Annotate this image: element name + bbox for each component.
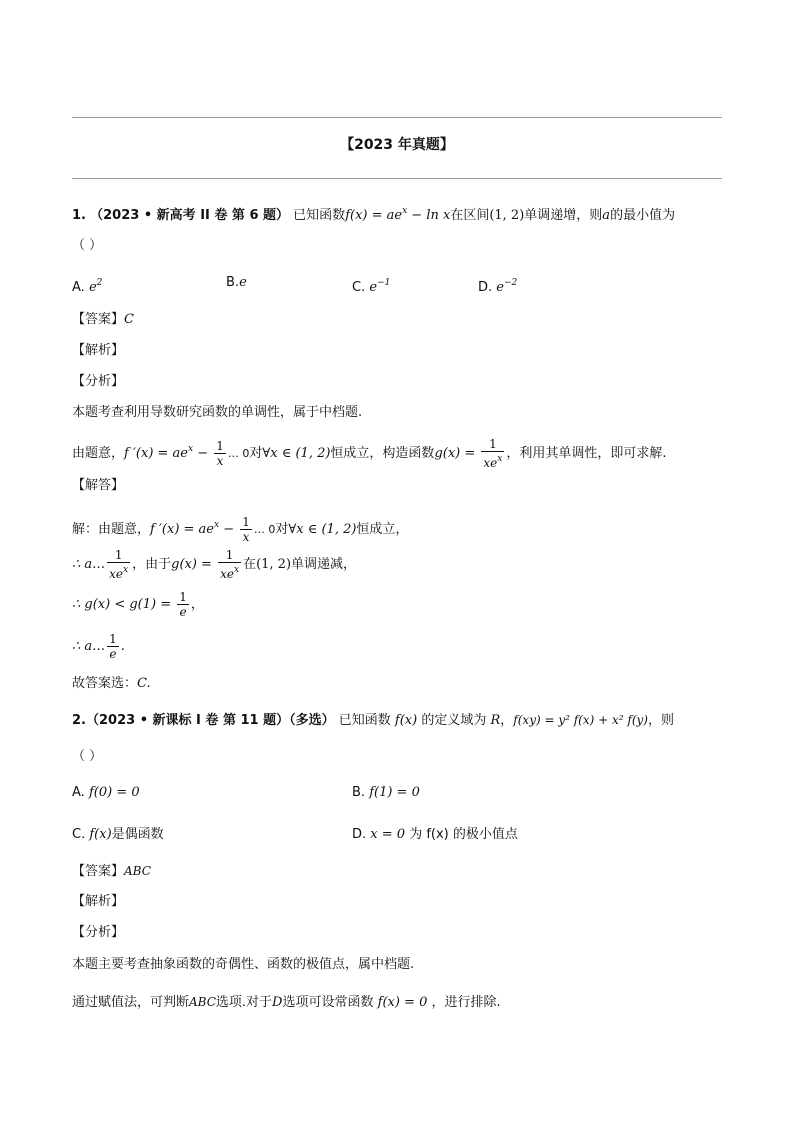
q2-option-d-label: D. <box>352 827 367 842</box>
q1-option-c-sup: −1 <box>377 278 391 288</box>
q1-sol1-a: 解：由题意， <box>72 522 151 537</box>
q1-sol1-minus: − <box>219 522 239 537</box>
q1-sol4-num: 1 <box>109 632 117 646</box>
q1-sol3-b: ， <box>190 597 204 612</box>
q1-jieda-label: 【解答】 <box>72 478 125 493</box>
q2-fenxi2-eq: f(x) = 0 <box>377 995 428 1010</box>
q1-sol2-den-sup: x <box>123 565 129 575</box>
q1-sol1-fprime: f ′(x) = ae <box>150 522 214 537</box>
q2-stem-c: ， <box>500 713 514 728</box>
q1-sol1 <box>72 508 408 547</box>
q1-sol2-frac-g-den <box>218 563 241 581</box>
q1-sol1-forall: ∀x ∈ (1, 2) <box>288 522 357 537</box>
q2-stem-b: 的定义域为 <box>421 713 487 728</box>
q1-sol1-b: 恒成立， <box>356 522 409 537</box>
q1-sol2-g-den-base: xe <box>220 567 234 581</box>
q1-option-a-sup: 2 <box>96 278 103 288</box>
q1-sol1-frac-num: 1 <box>242 515 250 529</box>
section-title: 【2023 年真题】 <box>340 137 454 153</box>
q1-frac-g-den-sup: x <box>497 454 503 464</box>
q1-option-d-base: e <box>496 280 504 295</box>
q2-fenxi2-e: ，进行排除. <box>431 995 501 1010</box>
q1-func-tail: − ln x <box>407 208 451 223</box>
q1-option-a-base: e <box>88 280 97 295</box>
q1-option-c <box>352 273 390 298</box>
q1-sol1-frac <box>240 515 252 544</box>
q2-fenxi-line2 <box>72 992 501 1013</box>
q1-sol3-den: e <box>179 605 187 619</box>
q2-domain: R <box>490 713 501 728</box>
q1-sol1-d: 对 <box>275 522 289 537</box>
q1-stem-a: 已知函数 <box>293 208 346 223</box>
q2-fenxi2-a: 通过赋值法，可判断 <box>72 995 190 1010</box>
q1-frac-1-over-x <box>214 439 226 468</box>
q1-sol2-gx: g(x) = <box>171 557 217 572</box>
q2-eq: f(xy) = y² f(x) + x² f(y) <box>513 713 648 727</box>
q1-fprime: f ′(x) = ae <box>124 446 188 461</box>
q1-paren: （ ） <box>72 238 103 253</box>
q2-source: （2023 • 新课标 I 卷 第 11 题）（多选） <box>85 713 335 728</box>
q1-option-a <box>72 273 102 298</box>
q1-var: a <box>602 208 611 223</box>
q2-fenxi-text: 本题主要考查抽象函数的奇偶性、函数的极值点，属中档题. <box>72 957 415 972</box>
q1-sol1-fprime-sup: x <box>214 520 220 530</box>
q1-sol2-d: 单调递减， <box>291 557 357 572</box>
q1-fenxi-line2-e: 恒成立，构造函数 <box>330 446 435 461</box>
q1-frac-g-num: 1 <box>481 437 504 452</box>
q1-option-b-label: B. <box>226 275 240 290</box>
q2-number: 2. <box>72 713 86 728</box>
q2-fenxi2-b: 选项.对于 <box>215 995 273 1010</box>
q1-forall: ∀x ∈ (1, 2) <box>262 446 331 461</box>
q1-sol2-frac-g <box>218 548 241 581</box>
q1-fenxi-line2-f: ，利用其单调性，即可求解. <box>506 446 667 461</box>
q1-frac-g <box>481 437 504 470</box>
q1-option-d <box>478 273 517 298</box>
q2-answer-label: 【答案】 <box>72 864 125 879</box>
top-divider <box>72 117 722 118</box>
q2-fenxi2-abc: ABC <box>189 995 216 1009</box>
q1-option-b <box>226 273 247 293</box>
q1-final-label: 故答案选： <box>72 676 138 691</box>
q1-option-a-label: A. <box>72 280 85 295</box>
q1-frac-den: x <box>216 454 224 468</box>
q1-sol2-interval: (1, 2) <box>256 557 292 572</box>
q1-fenxi-line2-d: 对 <box>249 446 263 461</box>
q2-option-c <box>72 825 164 845</box>
q2-option-d-text: x = 0 <box>370 827 406 842</box>
q2-paren: （ ） <box>72 749 103 764</box>
q1-fenxi-line2-a: 由题意， <box>72 446 125 461</box>
q1-sol3-a: ∴ g(x) < g(1) = <box>72 597 176 612</box>
q1-final-answer: C. <box>137 676 151 691</box>
q1-sol2-den-base: xe <box>109 567 124 581</box>
q2-option-c-tail: 是偶函数 <box>111 827 164 842</box>
q1-option-c-label: C. <box>352 280 366 295</box>
q2-fenxi-label: 【分析】 <box>72 925 125 940</box>
q1-option-d-sup: −2 <box>504 278 518 288</box>
q1-sol4 <box>72 630 125 664</box>
q2-fx: f(x) <box>394 713 418 728</box>
q2-option-d-tail: 为 f(x) 的极小值点 <box>409 827 518 842</box>
q2-option-b <box>352 783 420 803</box>
q2-option-a-text: f(0) = 0 <box>88 785 140 800</box>
q2-stem-d: ，则 <box>647 713 674 728</box>
q1-number: 1. <box>72 208 86 223</box>
q1-source: （2023 • 新高考 II 卷 第 6 题） <box>90 208 290 223</box>
q2-option-a <box>72 783 140 803</box>
q2-option-d <box>352 825 518 845</box>
q1-frac-g-den-base: xe <box>483 456 498 470</box>
q1-sol2-frac <box>107 548 130 581</box>
q1-sol4-a: ∴ a… <box>72 639 106 654</box>
q1-answer-value: C <box>124 312 134 327</box>
q2-option-a-label: A. <box>72 785 85 800</box>
q1-gx: g(x) = <box>434 446 480 461</box>
q1-sol3-num: 1 <box>179 590 187 604</box>
q1-frac-g-den <box>481 452 504 470</box>
q1-sol2 <box>72 548 356 582</box>
q1-sol2-c: 在 <box>243 557 257 572</box>
q1-fenxi-label: 【分析】 <box>72 374 125 389</box>
q1-sol3 <box>72 588 204 622</box>
q2-option-c-label: C. <box>72 827 86 842</box>
q1-sol4-den: e <box>109 647 117 661</box>
q1-final <box>72 674 151 694</box>
q2-stem-a: 已知函数 <box>338 713 391 728</box>
q1-sol1-frac-den: x <box>242 530 250 544</box>
q1-func-sup: x <box>402 206 408 216</box>
q1-sol2-g-den-sup: x <box>233 565 240 575</box>
q1-stem <box>72 201 675 226</box>
q1-fenxi-line2 <box>72 432 667 471</box>
q2-option-b-label: B. <box>352 785 366 800</box>
q1-option-c-base: e <box>369 280 378 295</box>
q2-analysis-label: 【解析】 <box>72 894 125 909</box>
q1-frac-num: 1 <box>216 439 224 453</box>
q1-sol2-frac-g-num: 1 <box>218 548 241 563</box>
q1-sol2-b: ，由于 <box>132 557 172 572</box>
q1-sol1-geq0: … 0 <box>253 523 276 536</box>
q1-fenxi-text: 本题考查利用导数研究函数的单调性，属于中档题. <box>72 405 363 420</box>
q1-sol2-frac-num: 1 <box>107 548 130 563</box>
q1-func: f(x) = ae <box>345 208 403 223</box>
q2-answer-value: ABC <box>124 864 151 878</box>
q1-analysis-label: 【解析】 <box>72 343 125 358</box>
q1-interval: (1, 2) <box>489 208 525 223</box>
q1-stem-d: 的最小值为 <box>610 208 676 223</box>
q1-minus: − <box>193 446 213 461</box>
q1-geq0: … 0 <box>227 447 250 460</box>
q1-option-d-label: D. <box>478 280 493 295</box>
q2-stem <box>72 710 674 731</box>
q2-fenxi2-d: D <box>272 995 283 1010</box>
q1-sol4-frac <box>107 632 119 661</box>
q1-stem-b: 在区间 <box>450 208 490 223</box>
q1-sol3-frac <box>177 590 189 619</box>
q1-option-b-base: e <box>239 275 247 290</box>
title-divider <box>72 178 722 179</box>
q1-stem-c: 单调递增，则 <box>524 208 603 223</box>
q2-answer <box>72 861 151 882</box>
q1-sol2-frac-den <box>107 563 130 581</box>
q1-fprime-sup: x <box>188 444 194 454</box>
q2-option-b-text: f(1) = 0 <box>369 785 420 800</box>
q1-sol4-b: . <box>120 639 125 654</box>
q1-answer <box>72 310 134 330</box>
q1-sol2-a: ∴ a… <box>72 557 106 572</box>
q2-fenxi2-c: 选项可设常函数 <box>282 995 374 1010</box>
q1-answer-label: 【答案】 <box>72 312 125 327</box>
q2-option-c-text: f(x) <box>89 827 112 842</box>
